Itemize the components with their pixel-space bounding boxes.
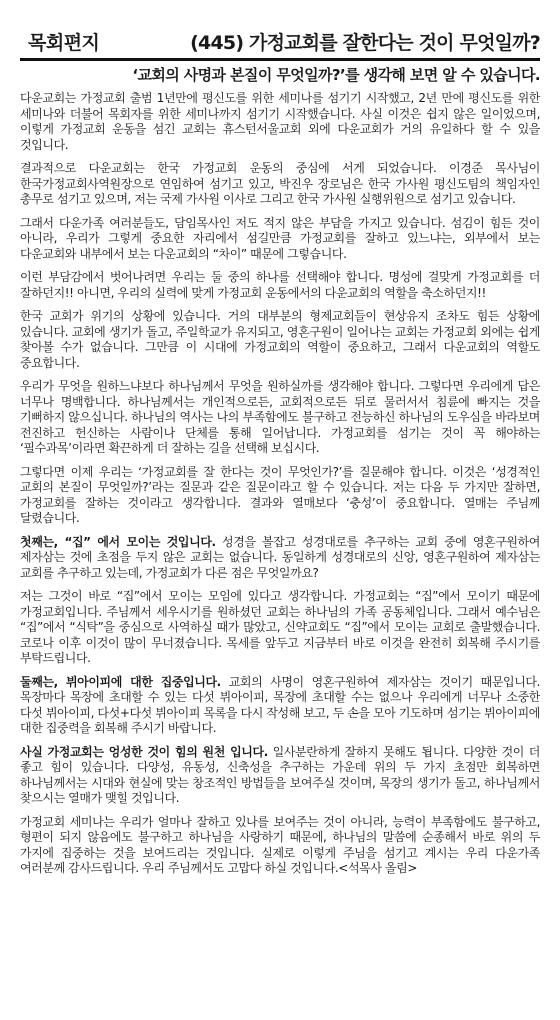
paragraph-text: 그래서 다운가족 여러분들도, 담임목사인 저도 적지 않은 부담을 가지고 있습니다. 섬김이 힘든 것이 아니라, 우리가 그렇게 중요한 자리에서 섬길만큼 가정교회를 잘하고 있느냐는, 외부에서 보는 다운교회와 내부에서 보는 다운교회의 “차이” 때문에 그렇습니다. (20, 215, 540, 261)
paragraph-lead: 사실 가정교회는 엉성한 것이 힘의 원천 입니다. (20, 744, 268, 759)
paragraph (20, 815, 540, 877)
letter-body (20, 91, 540, 877)
page-title: (445) 가정교회를 잘한다는 것이 무엇일까? (190, 32, 540, 54)
paragraph-text: 그렇다면 이제 우리는 ‘가정교회를 잘 한다는 것이 무엇인가?’를 질문해야 합니다. 이것은 ‘성경적인 교회의 본질이 무엇일까?’라는 질문과 같은 질문이라고 할 수 있습니다. 저는 다음 두 가지만 잘하면, 가정교회를 잘하는 것이라고 생각합니다. 결과와 열매보다 ‘충성’이 중요합니다. 열매는 주님께 달렸습니다. (20, 464, 540, 525)
paragraph-lead: 첫째는, “집” 에서 모이는 것입니다. (20, 534, 216, 549)
page-subtitle: ‘교회의 사명과 본질이 무엇일까?’를 생각해 보면 알 수 있습니다. (132, 66, 540, 84)
paragraph-text: 이런 부담감에서 벗어나려면 우리는 둘 중의 하나를 선택해야 합니다. 명성에 걸맞게 가정교회를 더 잘하던지!! 아니면, 우리의 실력에 맞게 가정교회 운동에서의 다운교회의 역할을 축소하던지!! (20, 270, 540, 300)
paragraph (20, 589, 540, 667)
paragraph (20, 745, 540, 807)
paragraph (20, 91, 540, 153)
paragraph-text: 가정교회 세미나는 우리가 얼마나 잘하고 있나를 보여주는 것이 아니라, 능력이 부족함에도 불구하고, 형편이 되지 않음에도 불구하고 하나님을 사랑하기 때문에, 하나님의 말씀에 순종해서 바로 위의 두 가지에 집중하는 것을 보여드리는 것입니다. 실제로 이렇게 주님을 섬기고 계시는 우리 다운가족 여러분께 감사드립니다. 우리 주님께서도 고맙다 하실 것입니다.<석목사 올림> (20, 814, 540, 875)
paragraph-text: 다운교회는 가정교회 출범 1년만에 평신도를 위한 세미나를 섬기기 시작했고, 2년 만에 평신도를 위한 세미나와 더불어 목회자를 위한 세미나까지 섬기기 시작했습니다. 사실 이것은 쉽지 않은 일이었으며, 이렇게 가정교회 운동을 섬긴 교회는 휴스턴서울교회 외에 다운교회가 거의 유일하다 할 수 있을 것입니다. (20, 91, 540, 152)
paragraph-text: 교회의 사명이 영혼구원하여 제자삼는 것이기 때문입니다. 목장마다 목장에 초대할 수 있는 다섯 뷔아이피, 목장에 초대할 수는 없으나 우리에게 너무나 소중한 다섯 뷔아이피, 다섯+다섯 뷔아이피 목록을 다시 작성해 보고, 두 손을 모아 기도하며 섬기는 뷔아이피에 대한 집중력을 회복해 주시기 바랍니다. (20, 674, 540, 735)
paragraph-text: 일사분란하게 잘하지 못해도 됩니다. 다양한 것이 더 좋고 힘이 있습니다. 다양성, 유동성, 신축성을 추구하는 가운데 위의 두 가지 초점만 회복하면 하나님께서는 시대와 현실에 맞는 창조적인 방법들을 보여주실 것이며, 목장의 생기가 돌고, 하나님께서 찾으시는 열매가 맺힐 것입니다. (20, 744, 540, 805)
paragraph-text: 결과적으로 다운교회는 한국 가정교회 운동의 중심에 서게 되었습니다. 이경준 목사님이 한국가정교회사역원장으로 연임하여 섬기고 있고, 박진우 장로님은 한국 가사원 평신도팀의 책임자인 총무로 섬기고 있으며, 저는 국제 가사원 이사로 그리고 한국 가사원 실행위원으로 섬기고 있습니다. (20, 161, 540, 206)
column-label: 목회편지 (28, 32, 100, 54)
paragraph (20, 161, 540, 208)
paragraph (20, 216, 540, 263)
paragraph (20, 675, 540, 737)
paragraph (20, 535, 540, 582)
paragraph (20, 465, 540, 527)
paragraph-lead: 둘째는, 뷔아이피에 대한 집중입니다. (20, 674, 221, 689)
paragraph (20, 309, 540, 371)
paragraph-text: 한국 교회가 위기의 상황에 있습니다. 거의 대부분의 형제교회들이 현상유지 조차도 힘든 상황에 있습니다. 교회에 생기가 돌고, 주일학교가 유지되고, 영혼구원이 일어나는 교회는 가정교회 외에는 쉽게 찾아볼 수가 없습니다. 그만큼 이 시대에 가정교회의 역할이 중요하고, 그래서 다운교회의 역할도 중요합니다. (20, 309, 540, 370)
header-bar (20, 28, 540, 61)
paragraph (20, 379, 540, 457)
paragraph-text: 저는 그것이 바로 “집”에서 모이는 모임에 있다고 생각합니다. 가정교회는 “집”에서 모이기 때문에 가정교회입니다. 주님께서 세우시기를 원하셨던 교회는 하나님의 가족 공동체입니다. 그래서 예수님은 “집”에서 “식탁”을 중심으로 사역하실 때가 많았고, 신약교회도 “집”에서 모이는 교회로 출발했습니다. 코로나 이후 이것이 많이 무너졌습니다. 목세를 앞두고 지금부터 바로 이것을 완전히 회복해 주시기를 부탁드립니다. (20, 589, 540, 665)
paragraph-text: 우리가 무엇을 원하느냐보다 하나님께서 무엇을 원하실까를 생각해야 합니다. 그렇다면 우리에게 답은 너무나 명백합니다. 하나님께서는 개인적으로든, 교회적으로든 뒤로 물러서서 침륜에 빠지는 것을 기뻐하지 않으십니다. 하나님의 역사는 나의 부족함에도 불구하고 전능하신 하나님의 도우심을 바라보며 전진하고 헌신하는 사람이나 단체를 통해 일어납니다. 가정교회를 섬기는 것이 꼭 해야하는 ‘필수과목’이라면 확끈하게 더 잘하는 길을 선택해 보십시다. (20, 379, 540, 455)
paragraph-text: 성경을 볼잡고 성경대로를 추구하는 교회 중에 영혼구원하여 제자삼는 것에 초점을 두지 않은 교회는 없습니다. 동일하게 성경대로의 신앙, 영혼구원하여 제자삼는 교회를 추구하고 있는데, 가정교회가 다른 점은 무엇일까요? (20, 534, 540, 580)
paragraph (20, 270, 540, 301)
